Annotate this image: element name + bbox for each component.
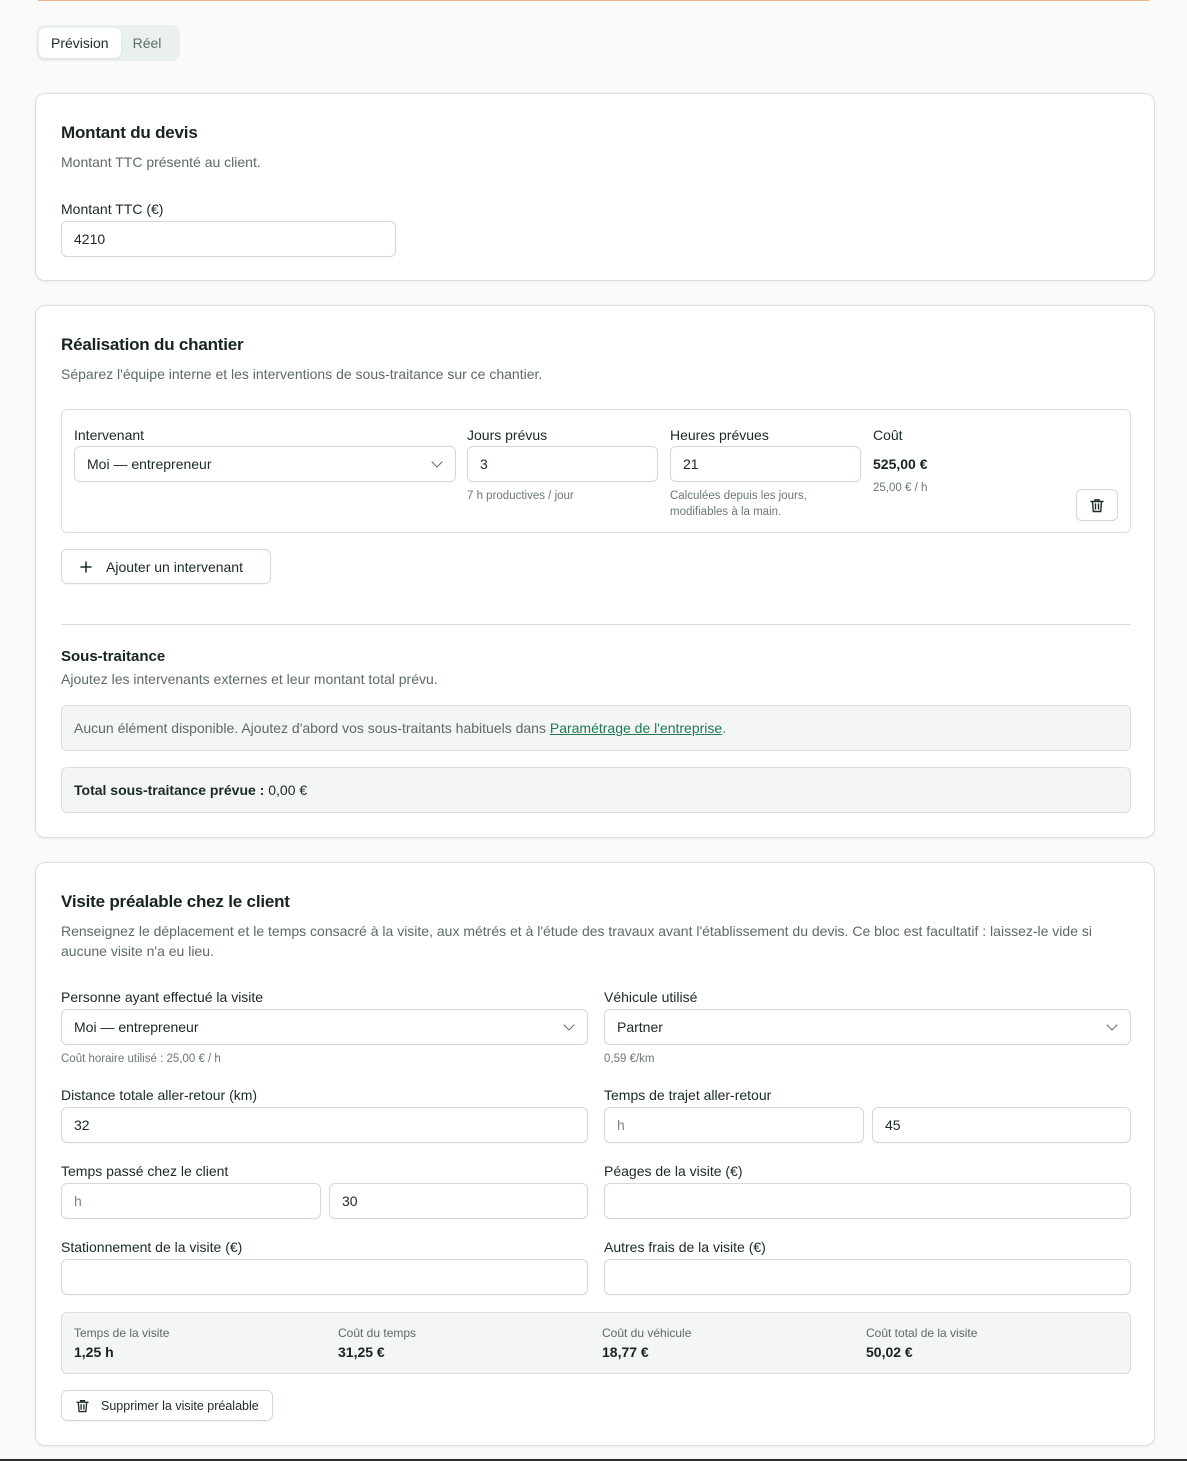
- subcontracting-empty-message: [74, 718, 726, 738]
- other-fees-label: Autres frais de la visite (€): [604, 1239, 766, 1255]
- visit-card: [35, 862, 1155, 1446]
- cost-rate: 25,00 € / h: [873, 482, 928, 494]
- tab-reel[interactable]: Réel: [132, 35, 162, 51]
- travel-hours-input[interactable]: h: [604, 1107, 864, 1143]
- visit-total-label: Coût total de la visite: [866, 1326, 978, 1340]
- tab-prevision[interactable]: Prévision: [39, 28, 121, 58]
- visit-description: Renseignez le déplacement et le temps consacré à la visite, aux métrés et à l'étude des travaux avant l'établissement du devis. Ce bloc est facultatif : laissez-le vide si aucune visite n'a eu lieu.: [61, 923, 1092, 959]
- section-divider: [61, 624, 1131, 625]
- delete-visit-label: Supprimer la visite préalable: [101, 1398, 259, 1413]
- travel-minutes-input[interactable]: 45: [872, 1107, 1131, 1143]
- visit-vehicle-hint: 0,59 €/km: [604, 1053, 655, 1065]
- intervenant-label: Intervenant: [74, 427, 145, 443]
- visit-summary-panel: [61, 1312, 1131, 1374]
- visit-time-value: 1,25 h: [74, 1344, 114, 1360]
- visit-person-label: Personne ayant effectué la visite: [61, 989, 264, 1005]
- time-cost-value: 31,25 €: [338, 1344, 385, 1360]
- quote-title: Montant du devis: [61, 123, 198, 142]
- cost-value: 525,00 €: [873, 456, 928, 472]
- quote-amount-input[interactable]: 4210: [61, 221, 396, 257]
- vehicle-cost-value: 18,77 €: [602, 1344, 649, 1360]
- subcontracting-total-label: Total sous-traitance prévue :: [74, 782, 265, 798]
- tolls-label: Péages de la visite (€): [604, 1163, 743, 1179]
- time-cost-label: Coût du temps: [338, 1326, 417, 1340]
- distance-label: Distance totale aller-retour (km): [61, 1087, 258, 1103]
- delete-worker-button[interactable]: [1076, 489, 1118, 521]
- trash-icon: [1090, 498, 1104, 513]
- visit-person-hint: Coût horaire utilisé : 25,00 € / h: [61, 1053, 221, 1065]
- vehicle-cost-label: Coût du véhicule: [602, 1326, 692, 1340]
- chevron-down-icon: [563, 1019, 574, 1030]
- cost-label: Coût: [873, 427, 903, 443]
- days-hint: 7 h productives / jour: [467, 490, 574, 502]
- company-settings-link[interactable]: Paramétrage de l'entreprise: [549, 720, 723, 736]
- days-input[interactable]: 3: [467, 446, 658, 482]
- subcontracting-title: Sous-traitance: [61, 648, 166, 665]
- visit-person-value: Moi — entrepreneur: [74, 1019, 199, 1035]
- onsite-minutes-input[interactable]: 30: [329, 1183, 588, 1219]
- subcontracting-total: [74, 782, 307, 798]
- hours-hint-line-1: Calculées depuis les jours,: [670, 490, 807, 502]
- delete-visit-button[interactable]: [61, 1390, 273, 1421]
- visit-vehicle-label: Véhicule utilisé: [604, 989, 698, 1005]
- add-worker-button[interactable]: [61, 549, 271, 584]
- intervenant-select-value: Moi — entrepreneur: [87, 456, 212, 472]
- subcontracting-empty-panel: [61, 705, 1131, 751]
- visit-title: Visite préalable chez le client: [61, 892, 290, 911]
- visit-vehicle-value: Partner: [617, 1019, 663, 1035]
- worksite-title: Réalisation du chantier: [61, 335, 244, 354]
- parking-label: Stationnement de la visite (€): [61, 1239, 243, 1255]
- mode-tabs: [36, 25, 180, 61]
- hours-label: Heures prévues: [670, 427, 769, 443]
- travel-time-label: Temps de trajet aller-retour: [604, 1087, 772, 1103]
- chevron-down-icon: [431, 456, 442, 467]
- subcontracting-total-value: 0,00 €: [268, 782, 308, 798]
- worksite-card: [35, 305, 1155, 838]
- visit-time-label: Temps de la visite: [74, 1326, 170, 1340]
- days-label: Jours prévus: [467, 427, 548, 443]
- onsite-hours-input[interactable]: h: [61, 1183, 321, 1219]
- intervenant-select[interactable]: [74, 446, 456, 482]
- subcontracting-description: Ajoutez les intervenants externes et leur montant total prévu.: [61, 671, 438, 687]
- worksite-description: Séparez l'équipe interne et les interventions de sous-traitance sur ce chantier.: [61, 366, 543, 382]
- trash-icon: [76, 1399, 89, 1413]
- quote-amount-label: Montant TTC (€): [61, 201, 164, 217]
- quote-description: Montant TTC présenté au client.: [61, 154, 261, 170]
- chevron-down-icon: [1106, 1019, 1117, 1030]
- subcontracting-empty-text: Aucun élément disponible. Ajoutez d'abord vos sous-traitants habituels dans: [74, 720, 550, 736]
- onsite-time-label: Temps passé chez le client: [61, 1163, 229, 1179]
- visit-vehicle-select[interactable]: [604, 1009, 1131, 1045]
- subcontracting-total-panel: [61, 767, 1131, 813]
- plus-icon: [80, 561, 92, 573]
- visit-total-value: 50,02 €: [866, 1344, 913, 1360]
- top-accent-line: [38, 0, 1149, 1]
- visit-person-select[interactable]: [61, 1009, 588, 1045]
- quote-card: [35, 93, 1155, 281]
- hours-hint-line-2: modifiables à la main.: [670, 506, 782, 518]
- subcontracting-empty-end: .: [722, 720, 727, 736]
- parking-input[interactable]: [61, 1259, 588, 1295]
- hours-input[interactable]: 21: [670, 446, 861, 482]
- tolls-input[interactable]: [604, 1183, 1131, 1219]
- add-worker-label: Ajouter un intervenant: [106, 558, 243, 575]
- other-fees-input[interactable]: [604, 1259, 1131, 1295]
- worker-row: [61, 409, 1131, 533]
- distance-input[interactable]: 32: [61, 1107, 588, 1143]
